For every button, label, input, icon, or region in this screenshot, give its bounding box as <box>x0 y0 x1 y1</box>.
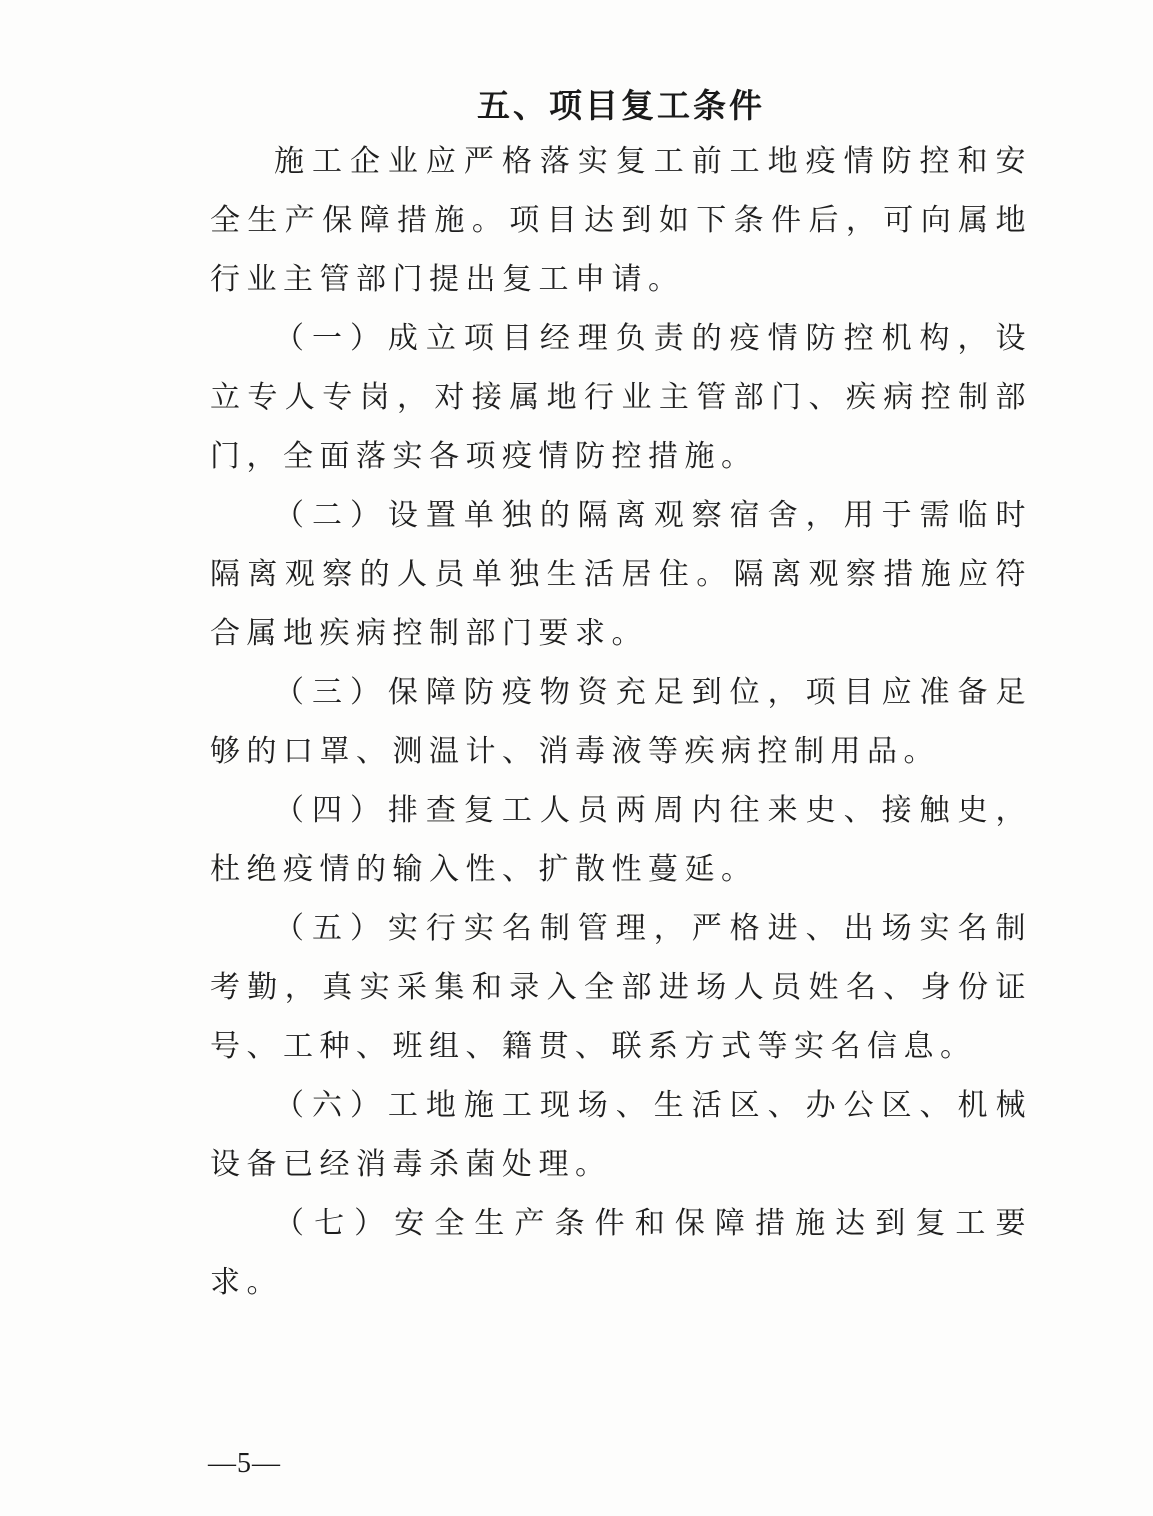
paragraph-item-5: （五）实行实名制管理，严格进、出场实名制考勤，真实采集和录入全部进场人员姓名、身份证号、工种、班组、籍贯、联系方式等实名信息。 <box>210 911 1032 1064</box>
paragraph-item-1: （一）成立项目经理负责的疫情防控机构，设立专人专岗，对接属地行业主管部门、疾病控制部门，全面落实各项疫情防控措施。 <box>210 321 1032 474</box>
paragraph-item-7: （七）安全生产条件和保障措施达到复工要求。 <box>210 1206 1032 1300</box>
page-number: —5— <box>208 1448 281 1479</box>
paragraph-item-4: （四）排查复工人员两周内往来史、接触史，杜绝疫情的输入性、扩散性蔓延。 <box>210 793 1032 887</box>
body-text <box>210 132 1032 1312</box>
paragraph-item-2: （二）设置单独的隔离观察宿舍，用于需临时隔离观察的人员单独生活居住。隔离观察措施应符合属地疾病控制部门要求。 <box>210 498 1032 651</box>
paragraph-intro: 施工企业应严格落实复工前工地疫情防控和安全生产保障措施。项目达到如下条件后，可向属地行业主管部门提出复工申请。 <box>210 144 1032 297</box>
paragraph-item-3: （三）保障防疫物资充足到位，项目应准备足够的口罩、测温计、消毒液等疾病控制用品。 <box>210 675 1032 769</box>
section-heading: 五、项目复工条件 <box>477 86 765 125</box>
paragraph-item-6: （六）工地施工现场、生活区、办公区、机械设备已经消毒杀菌处理。 <box>210 1088 1032 1182</box>
